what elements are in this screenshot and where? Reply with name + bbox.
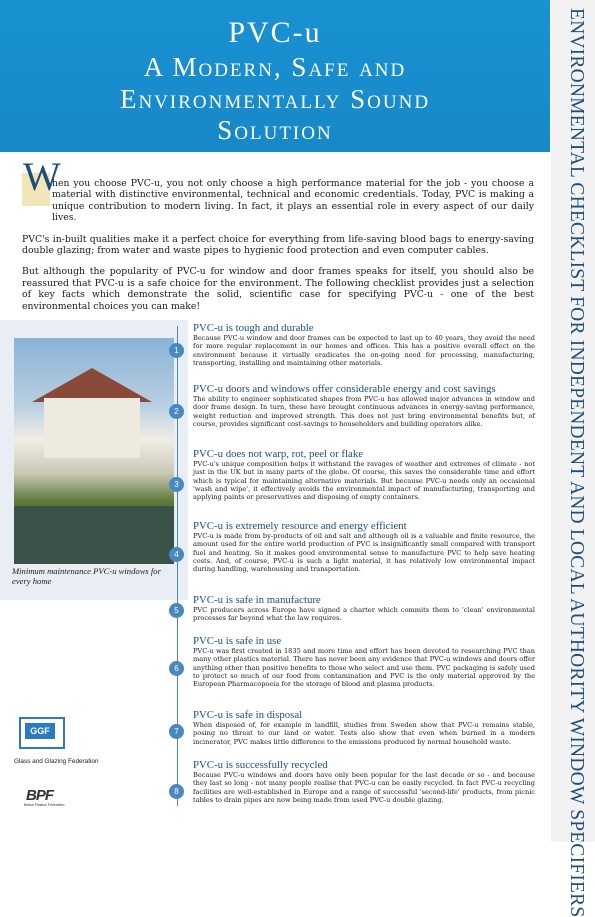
bpf-logo [24,787,64,809]
item-number-badge: 1 [169,343,184,358]
item-number-badge: 3 [169,477,184,492]
item-body: PVC-u's unique composition helps it withstand the ravages of weather and extremes of climate - not just in the UK but in many parts of the globe. Of course, this saves the considerable time and effort which is typical for maintaining alternative materials. But because PVC-u needs only an occasional 'wash and wipe', it effectively avoids the environmental impact of manufacturing, transporting and applying paints or preservatives and disposing of empty containers. [193,460,535,502]
item-body: PVC-u was first created in 1835 and more time and effort has been devoted to researching PVC than many other plastics material. There has never been any evidence that PVC-u windows and doors offer anything other than positive benefits to those who select and use them. PVC packaging is safely used to protect so much of our food from contamination and PVC is the only material approved by the European Pharmacopoeia for the storage of blood and plasma products. [193,647,535,689]
intro-paragraph-2: PVC's in-built qualities make it a perfect choice for everything from life-saving blood bags to energy-saving double glazing; from water and waste pipes to hygienic food protection and even computer cables. [22,233,534,257]
item-number-badge: 8 [169,784,184,799]
house-body [44,398,140,458]
title-line-4: Solution [217,115,333,145]
item-title: PVC-u is safe in disposal [193,709,303,721]
item-body: Because PVC-u window and door frames can be expected to last up to 40 years, they avoid the need for more regular replacement in our homes and offices. This has a positive overall effect on the environment because it virtually eradicates the on-going need for processing, manufacturing, transporting, installing and maintaining other materials. [193,334,535,367]
drop-cap [22,154,61,206]
checklist-item [193,635,535,688]
intro-paragraph-1: hen you choose PVC-u, you not only choose a high performance material for the job - you choose a material with distinctive environmental, technical and economic credentials. Today, PVC is making a unique contribution to modern living. In fact, it plays an essential role in every aspect of our daily lives. [52,178,534,224]
side-title: ENVIRONMENTAL CHECKLIST FOR INDEPENDENT AND LOCAL AUTHORITY WINDOW SPECIFIERS [566,8,587,917]
item-title: PVC-u is safe in manufacture [193,594,321,606]
title-banner [0,0,550,152]
item-title: PVC-u does not warp, rot, peel or flake [193,448,364,460]
item-body: Because PVC-u windows and doors have only been popular for the last decade or so - and because they last so long - not many people realise that PVC-u can be easily recycled. In fact PVC-u recycling facilities are well-established in Europe and a range of successful 'second-life' products, from picnic tables to drain pipes are now being made from used PVC-u double glazing. [193,771,535,804]
ggf-logo-mark: GGF [25,723,55,739]
title-line-1: PVC-u [228,16,322,49]
bpf-logo-mark: BPF [26,787,53,804]
checklist-item [193,448,535,501]
item-title: PVC-u doors and windows offer considerable energy and cost savings [193,383,496,395]
checklist-item [193,759,535,804]
pond [14,506,174,564]
checklist-item [193,594,535,623]
intro-paragraph-3: But although the popularity of PVC-u for window and door frames speaks for itself, you should also be reassured that PVC-u is a safe choice for the environment. The following checklist provides just a selection of key facts which demonstrate the solid, scientific case for specifying PVC-u - one of the best environmental choices you can make! [22,266,534,312]
house-photo [14,338,174,564]
checklist-item [193,709,535,746]
item-number-badge: 6 [169,661,184,676]
item-number-badge: 2 [169,404,184,419]
ggf-logo [19,717,65,749]
title-line-2: A Modern, Safe and [143,52,407,82]
item-number-badge: 5 [169,603,184,618]
item-title: PVC-u is extremely resource and energy efficient [193,520,407,532]
item-body: When disposed of, for example in landfill, studies from Sweden show that PVC-u remains stable, posing no threat to our land or water. Tests also show that even when burned in a modern incinerator, PVC makes little difference to the emissions produced by normal household waste. [193,721,535,746]
bpf-logo-subtitle: British Plastics Federation [24,803,65,807]
checklist-item [193,322,535,367]
drop-cap-letter: W [23,154,61,199]
item-title: PVC-u is tough and durable [193,322,314,334]
item-title: PVC-u is safe in use [193,635,282,647]
item-body: PVC producers across Europe have signed a charter which commits them to 'clean' environmental processes far beyond what the law requires. [193,606,535,623]
checklist-item [193,520,535,573]
title-line-3: Environmentally Sound [119,84,431,114]
side-title-strip [551,0,595,917]
item-body: The ability to engineer sophisticated shapes from PVC-u has allowed major advances in window and door frame design. In turn, these have brought continuous advances in energy-saving performance, weight reduction and improved strength. This does not just bring environmental benefits but, of course, provides significant cost-savings to householders and building operators alike. [193,395,535,428]
item-number-badge: 7 [169,724,184,739]
intro-text [22,154,534,322]
checklist-item [193,383,535,428]
item-body: PVC-u is made from by-products of oil and salt and although oil is a valuable and finite resource, the amount used for the entire world production of PVC is insignificantly small compared with transport fuel and heating. So it makes good environmental sense to manufacture PVC to help save heating costs. And, of course, PVC-u is such a light material, it has relatively low environmental impact during handling, warehousing and transportation. [193,532,535,574]
item-title: PVC-u is successfully recycled [193,759,328,771]
photo-caption: Minimum maintenance PVC-u windows for every home [12,566,161,586]
house-roof [32,368,152,402]
ggf-label: Glass and Glazing Federation [14,758,99,765]
item-number-badge: 4 [169,547,184,562]
